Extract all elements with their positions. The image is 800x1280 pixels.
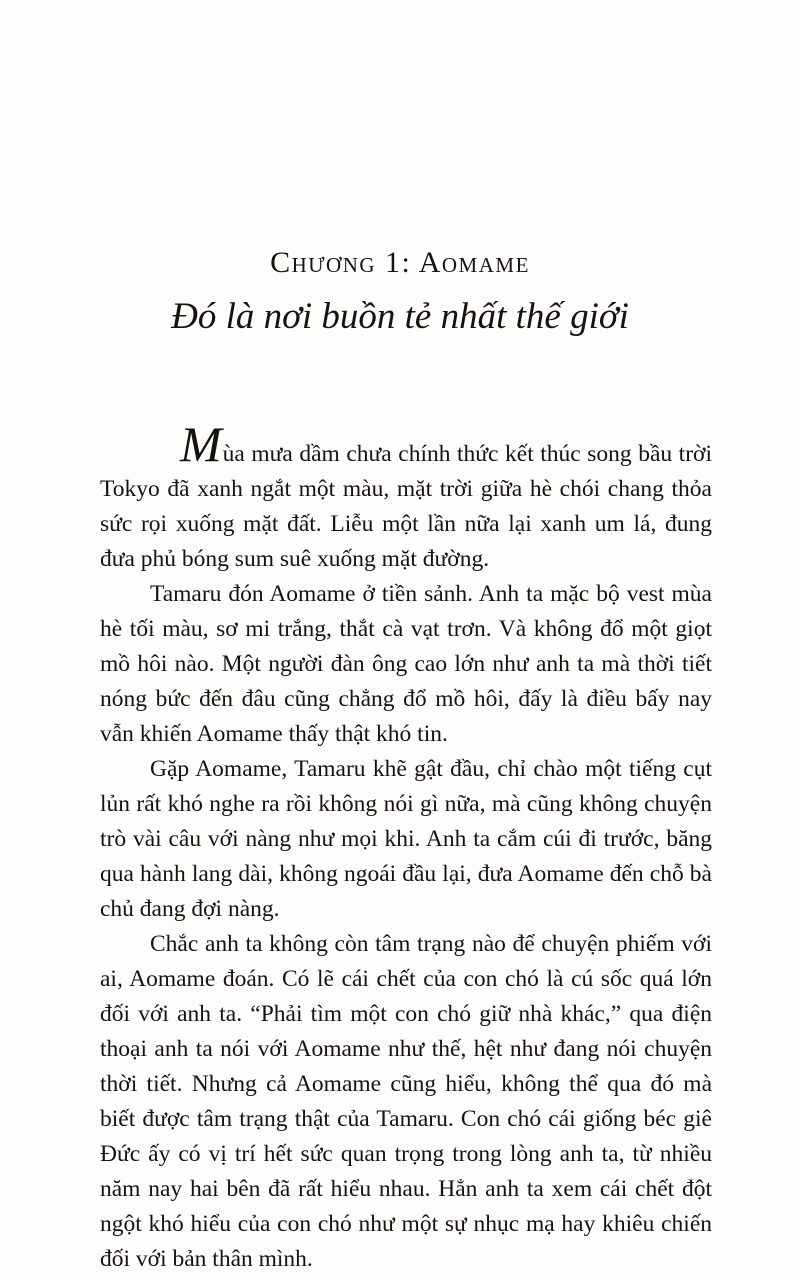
raised-initial-cap: M — [180, 416, 223, 472]
paragraph-3: Gặp Aomame, Tamaru khẽ gật đầu, chỉ chào một tiếng cụt lủn rất khó nghe ra rồi không nói gì nữa, mà cũng không chuyện trò vài câu với nàng như mọi khi. Anh ta cắm cúi đi trước, băng qua hành lang dài, không ngoái đầu lại, đưa Aomame đến chỗ bà chủ đang đợi nàng. — [100, 756, 712, 922]
paragraph-1 — [100, 416, 712, 577]
chapter-heading: Chương 1: Aomame — [270, 246, 530, 279]
paragraph-2: Tamaru đón Aomame ở tiền sảnh. Anh ta mặc bộ vest mùa hè tối màu, sơ mi trắng, thắt cà vạt trơn. Và không đổ một giọt mồ hôi nào. Một người đàn ông cao lớn như anh ta mà thời tiết nóng bức đến đâu cũng chẳng đổ mồ hôi, đấy là điều bấy nay vẫn khiến Aomame thấy thật khó tin. — [100, 581, 712, 747]
chapter-subtitle: Đó là nơi buồn tẻ nhất thế giới — [171, 296, 629, 337]
body-text — [100, 416, 712, 1277]
paragraph-4: Chắc anh ta không còn tâm trạng nào để chuyện phiếm với ai, Aomame đoán. Có lẽ cái chết của con chó là cú sốc quá lớn đối với anh ta. “Phải tìm một con chó giữ nhà khác,” qua điện thoại anh ta nói với Aomame như thế, hệt như đang nói chuyện thời tiết. Nhưng cả Aomame cũng hiểu, không thể qua đó mà biết được tâm trạng thật của Tamaru. Con chó cái giống béc giê Đức ấy có vị trí hết sức quan trọng trong lòng anh ta, từ nhiều năm nay hai bên đã rất hiểu nhau. Hẳn anh ta xem cái chết đột ngột khó hiểu của con chó như một sự nhục mạ hay khiêu chiến đối với bản thân mình. — [100, 931, 712, 1272]
paragraph-1-text: ùa mưa dầm chưa chính thức kết thúc song bầu trời Tokyo đã xanh ngắt một màu, mặt trời giữa hè chói chang thỏa sức rọi xuống mặt đất. Liễu một lần nữa lại xanh um lá, đung đưa phủ bóng sum suê xuống mặt đường. — [100, 441, 712, 572]
